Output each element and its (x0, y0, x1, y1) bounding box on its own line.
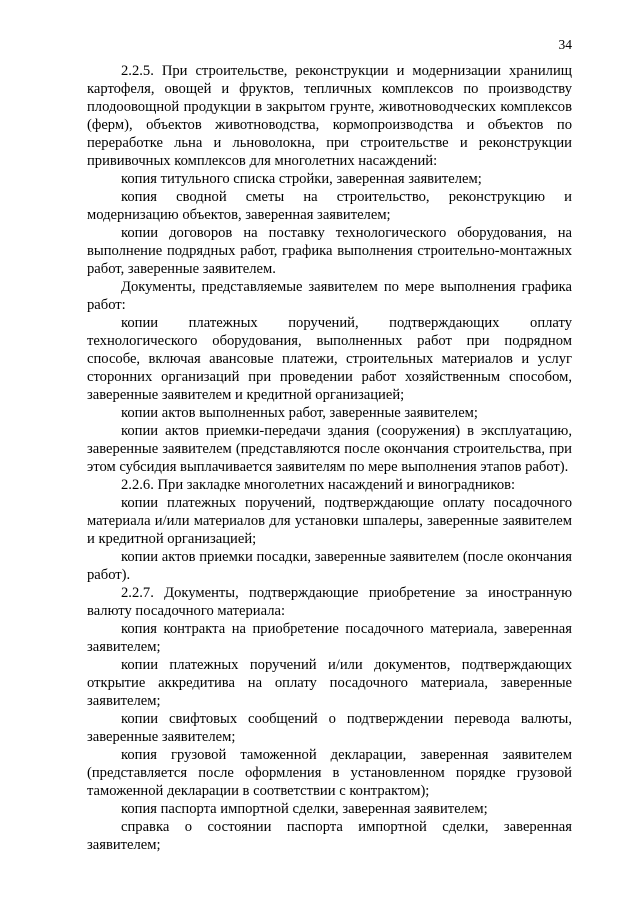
document-body (87, 62, 572, 854)
paragraph-import-passport-status: справка о состоянии паспорта импортной сделки, заверенная заявителем; (87, 819, 572, 853)
paragraph-contract-copy: копия контракта на приобретение посадочного материала, заверенная заявителем; (87, 621, 572, 655)
paragraph-planting-acts-copy: копии актов приемки посадки, заверенные заявителем (после окончания работ). (87, 549, 572, 583)
paragraph-2-2-6-heading: 2.2.6. При закладке многолетних насаждений и виноградников: (121, 477, 516, 493)
paragraph-payment-orders-copy: копии платежных поручений, подтверждающих оплату технологического оборудования, выполненных работ при подрядном способе, включая авансовые платежи, строительных материалов и услуг сторонних организаций при проведении работ хозяйственным способом, заверенные заявителем и кредитной организацией; (87, 315, 572, 403)
paragraph-swift-messages-copy: копии свифтовых сообщений о подтверждении перевода валюты, заверенные заявителем; (87, 711, 572, 745)
paragraph-customs-declaration-copy: копия грузовой таможенной декларации, заверенная заявителем (представляется после оформления в установленном порядке грузовой таможенной декларации в соответствии с контрактом); (87, 747, 572, 799)
paragraph-contracts-copy: копии договоров на поставку технологического оборудования, на выполнение подрядных работ, графика выполнения строительно-монтажных работ, заверенные заявителем. (87, 225, 572, 277)
paragraph-import-passport-copy: копия паспорта импортной сделки, заверенная заявителем; (121, 801, 488, 817)
page-number: 34 (558, 37, 572, 52)
paragraph-summary-estimate-copy: копия сводной сметы на строительство, реконструкцию и модернизацию объектов, заверенная заявителем; (87, 189, 572, 223)
paragraph-2-2-7-heading: 2.2.7. Документы, подтверждающие приобретение за иностранную валюту посадочного материала: (87, 585, 572, 619)
paragraph-acceptance-acts-copy: копии актов приемки-передачи здания (сооружения) в эксплуатацию, заверенные заявителем (представляются после окончания строительства, при этом субсидия выплачивается заявителям по мере выполнения этапов работ). (87, 423, 572, 475)
paragraph-2-2-5-heading: 2.2.5. При строительстве, реконструкции и модернизации хранилищ картофеля, овощей и фруктов, тепличных комплексов по производству плодоовощной продукции в закрытом грунте, животноводческих комплексов (ферм), объектов животноводства, кормопроизводства и объектов по переработке льна и льноволокна, при строительстве и реконструкции прививочных комплексов для многолетних насаждений: (87, 63, 572, 169)
paragraph-documents-schedule: Документы, представляемые заявителем по мере выполнения графика работ: (87, 279, 572, 313)
paragraph-work-acts-copy: копии актов выполненных работ, заверенные заявителем; (121, 405, 478, 421)
paragraph-title-list-copy: копия титульного списка стройки, заверенная заявителем; (121, 171, 482, 187)
paragraph-letter-of-credit-copy: копии платежных поручений и/или документов, подтверждающих открытие аккредитива на оплату посадочного материала, заверенные заявителем; (87, 657, 572, 709)
paragraph-planting-payment-copy: копии платежных поручений, подтверждающие оплату посадочного материала и/или материалов для установки шпалеры, заверенные заявителем и кредитной организацией; (87, 495, 572, 547)
